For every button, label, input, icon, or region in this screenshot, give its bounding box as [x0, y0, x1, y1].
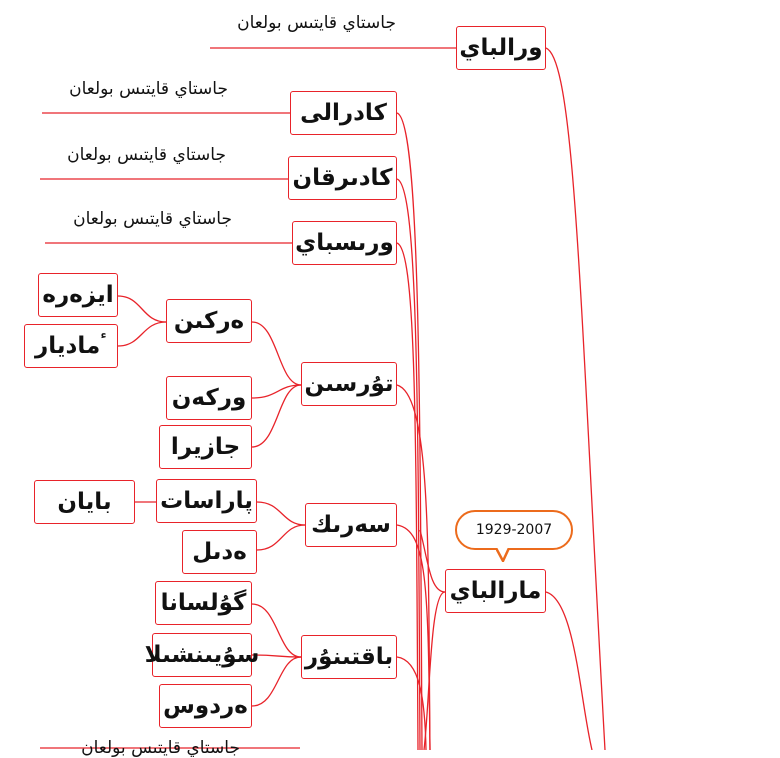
link-kadrali — [397, 113, 422, 750]
node-oralbay[interactable]: ورالباي — [456, 26, 546, 70]
note-oralbay: جاستاي قايتىس بولعان — [237, 13, 396, 33]
node-edil[interactable]: ەدىل — [182, 530, 257, 574]
link-parasat — [257, 502, 305, 525]
note-kadirqan: جاستاي قايتىس بولعان — [67, 145, 226, 165]
node-jaziyra[interactable]: جازيرا — [159, 425, 252, 469]
callout-tail-icon — [496, 548, 510, 562]
link-izere — [118, 296, 166, 322]
node-gulsana[interactable]: گۇلسانا — [155, 581, 252, 625]
node-madiyar[interactable]: ٴماديار — [24, 324, 118, 368]
node-erdos[interactable]: ەردوس — [159, 684, 252, 728]
node-erkin[interactable]: ەركىن — [166, 299, 252, 343]
node-kadrali[interactable]: كادرالى — [290, 91, 397, 135]
note-orisbay: جاستاي قايتىس بولعان — [73, 209, 232, 229]
node-baqtinur[interactable]: باقتىنۇر — [301, 635, 397, 679]
years-callout-text: 1929-2007 — [475, 522, 553, 538]
link-oralbay — [546, 48, 605, 750]
link-serik — [397, 525, 430, 750]
note-kadrali: جاستاي قايتىس بولعان — [69, 79, 228, 99]
node-izere[interactable]: ايزەرە — [38, 273, 118, 317]
link-madiyar — [118, 322, 166, 346]
link-maralbay-up — [420, 530, 445, 592]
node-torsin[interactable]: تۇرسىن — [301, 362, 397, 406]
link-maralbay — [546, 592, 592, 750]
link-erkin — [252, 322, 301, 385]
node-suyinshila[interactable]: سۇيىنشىلا — [152, 633, 252, 677]
node-orisbay[interactable]: ورىسباي — [292, 221, 397, 265]
node-bayan[interactable]: بايان — [34, 480, 135, 524]
node-kadirqan[interactable]: كادىرقان — [288, 156, 397, 200]
link-edil — [257, 525, 305, 550]
years-callout — [455, 510, 573, 550]
node-serik[interactable]: سەرىك — [305, 503, 397, 547]
link-jaziyra — [252, 385, 301, 447]
node-orken[interactable]: وركەن — [166, 376, 252, 420]
note-bottom-partial: جاستاي قايتىس بولعان — [81, 738, 240, 758]
node-parasat[interactable]: پاراسات — [156, 479, 257, 523]
link-torsin — [397, 385, 430, 750]
node-maralbay[interactable]: مارالباي — [445, 569, 546, 613]
